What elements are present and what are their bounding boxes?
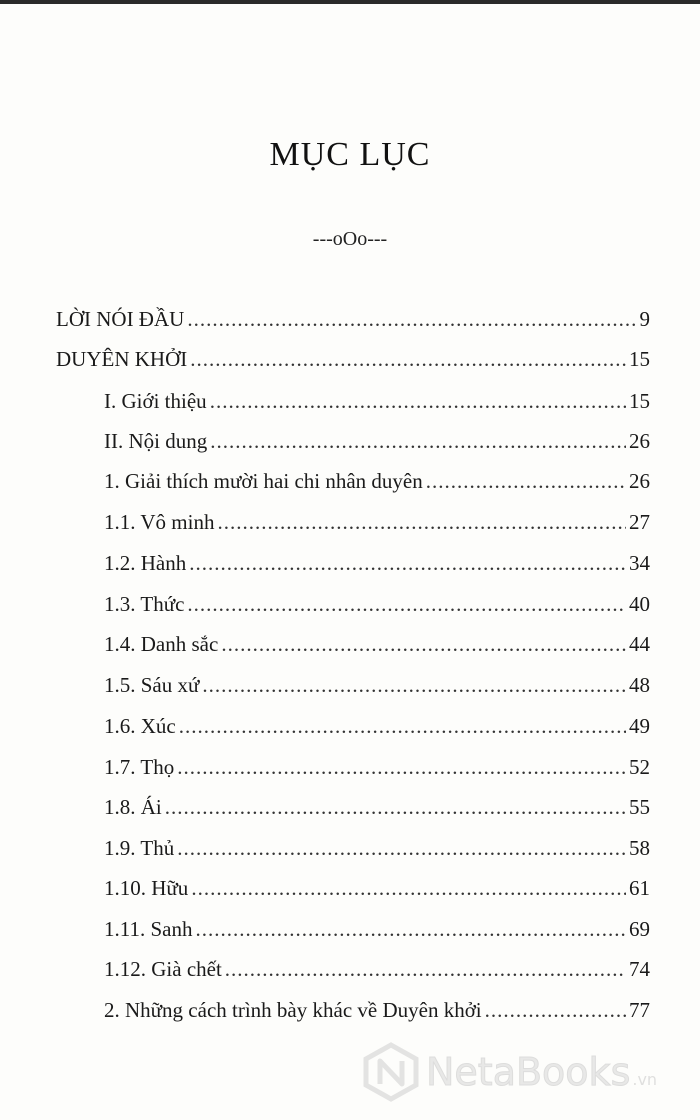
- dot-leader: [210, 388, 626, 414]
- toc-entry: [104, 672, 650, 698]
- toc-entry-page: 44: [629, 632, 650, 656]
- toc-entry-page: 61: [629, 876, 650, 900]
- toc-entry-page: 15: [629, 389, 650, 413]
- dot-leader: [191, 875, 626, 901]
- toc-entry-label: LỜI NÓI ĐẦU: [56, 307, 185, 331]
- toc-entry-label: 1.11. Sanh: [104, 917, 193, 941]
- toc-entry-label: 1.12. Già chết: [104, 957, 222, 981]
- toc-entry-label: 1.9. Thủ: [104, 836, 175, 860]
- toc-entry-page: 26: [629, 429, 650, 453]
- toc-entry: [104, 509, 650, 535]
- toc-entry: [104, 794, 650, 820]
- dot-leader: [190, 346, 626, 372]
- toc-entry: [104, 956, 650, 982]
- toc-entry-page: 55: [629, 795, 650, 819]
- toc-entry: [104, 916, 650, 942]
- toc-entry-label: 1. Giải thích mười hai chi nhân duyên: [104, 469, 423, 493]
- dot-leader: [217, 509, 626, 535]
- toc-entry: [104, 631, 650, 657]
- dot-leader: [485, 997, 626, 1023]
- dot-leader: [221, 631, 626, 657]
- dot-leader: [195, 916, 626, 942]
- toc-entry-page: 9: [639, 307, 650, 331]
- dot-leader: [189, 550, 626, 576]
- toc-entry-page: 40: [629, 592, 650, 616]
- toc-entry: [104, 713, 650, 739]
- toc-entry-page: 27: [629, 510, 650, 534]
- toc-entry-label: 1.6. Xúc: [104, 714, 176, 738]
- dot-leader: [187, 591, 626, 617]
- toc-entry: [104, 428, 650, 454]
- toc-entry-label: 2. Những cách trình bày khác về Duyên khởi: [104, 998, 482, 1022]
- toc-entry-label: II. Nội dung: [104, 429, 208, 453]
- page-title: MỤC LỤC: [269, 136, 431, 173]
- toc-entry: [56, 346, 650, 372]
- dot-leader: [202, 672, 626, 698]
- toc-entry: [104, 835, 650, 861]
- toc-entry: [104, 591, 650, 617]
- toc-entry-label: 1.1. Vô minh: [104, 510, 215, 534]
- toc-entry-page: 15: [629, 347, 650, 371]
- toc-entry-label: 1.8. Ái: [104, 795, 162, 819]
- toc-entry-page: 58: [629, 836, 650, 860]
- watermark-brand: NetaBooks: [426, 1050, 631, 1094]
- dot-leader: [179, 713, 626, 739]
- netabooks-watermark: [362, 1042, 692, 1102]
- toc-entry-label: 1.3. Thức: [104, 592, 185, 616]
- toc-entry-page: 69: [629, 917, 650, 941]
- dot-leader: [177, 835, 626, 861]
- toc-entry: [104, 388, 650, 414]
- toc-entry-page: 26: [629, 469, 650, 493]
- toc-entry-label: 1.2. Hành: [104, 551, 187, 575]
- toc-entry-label: 1.4. Danh sắc: [104, 632, 219, 656]
- toc-entry-page: 52: [629, 755, 650, 779]
- dot-leader: [426, 468, 626, 494]
- toc-entry: [104, 997, 650, 1023]
- dot-leader: [187, 306, 636, 332]
- dot-leader: [177, 754, 626, 780]
- watermark-suffix: .vn: [632, 1069, 658, 1089]
- dot-leader: [225, 956, 626, 982]
- title-separator: ---oOo---: [312, 228, 388, 250]
- toc-entry: [104, 550, 650, 576]
- toc-entry-label: 1.7. Thọ: [104, 755, 175, 779]
- toc-entry-page: 49: [629, 714, 650, 738]
- toc-entry-label: 1.5. Sáu xứ: [104, 673, 200, 697]
- netabooks-logo-icon: [362, 1042, 420, 1102]
- toc-entry: [56, 306, 650, 332]
- toc-entry-page: 34: [629, 551, 650, 575]
- toc-entry-page: 77: [629, 998, 650, 1022]
- dot-leader: [210, 428, 626, 454]
- dot-leader: [165, 794, 626, 820]
- toc-entry-page: 74: [629, 957, 650, 981]
- toc-entry: [104, 754, 650, 780]
- toc-entry: [104, 875, 650, 901]
- toc-entry-label: I. Giới thiệu: [104, 389, 207, 413]
- toc-entry-label: 1.10. Hữu: [104, 876, 189, 900]
- toc-entry: [104, 468, 650, 494]
- top-border-line: [0, 0, 700, 4]
- toc-entry-label: DUYÊN KHỞI: [56, 347, 188, 371]
- toc-entry-page: 48: [629, 673, 650, 697]
